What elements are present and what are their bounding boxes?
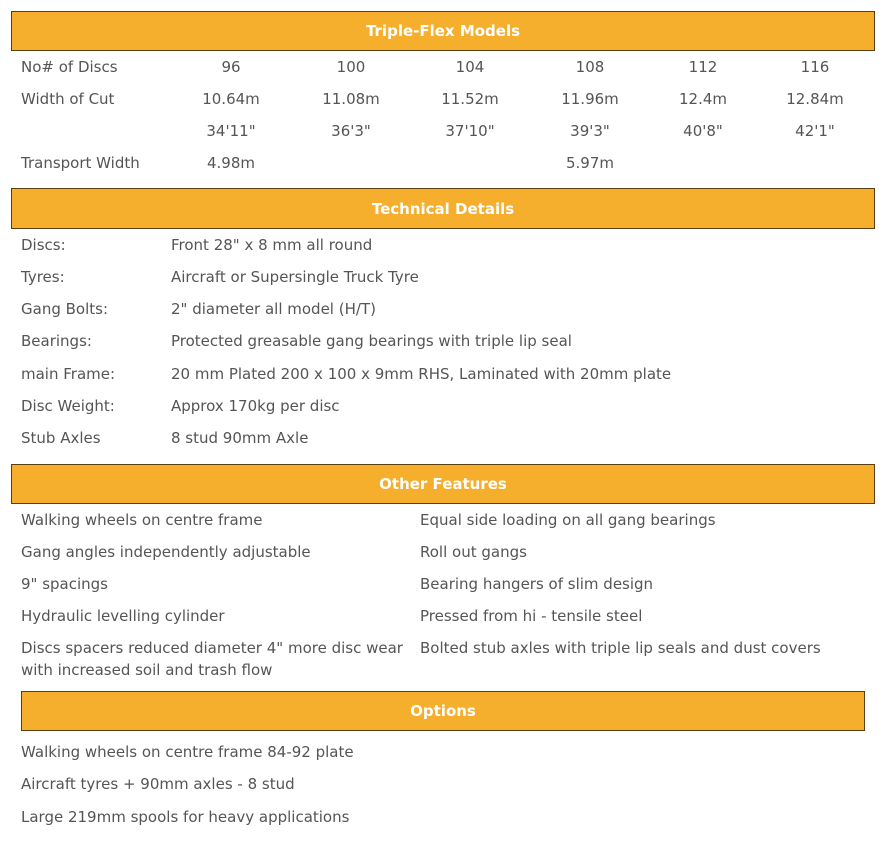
technical-value: 8 stud 90mm Axle [171, 429, 309, 447]
technical-value: Protected greasable gang bearings with triple lip seal [171, 332, 572, 350]
technical-label: Stub Axles [21, 429, 101, 447]
feature-item: 9" spacings [21, 575, 108, 593]
technical-label: Bearings: [21, 332, 92, 350]
feature-item: Gang angles independently adjustable [21, 543, 311, 561]
technical-label: Gang Bolts: [21, 300, 108, 318]
models-cell: 11.08m [322, 90, 380, 108]
transport-value-left: 4.98m [206, 154, 255, 172]
models-cell: 12.84m [786, 90, 844, 108]
feature-item: Pressed from hi - tensile steel [420, 607, 643, 625]
transport-label: Transport Width [21, 154, 140, 172]
technical-label: Disc Weight: [21, 397, 115, 415]
technical-label: main Frame: [21, 365, 116, 383]
technical-value: Aircraft or Supersingle Truck Tyre [171, 268, 419, 286]
option-item: Aircraft tyres + 90mm axles - 8 stud [21, 775, 295, 793]
feature-item: Hydraulic levelling cylinder [21, 607, 225, 625]
technical-label: Tyres: [21, 268, 65, 286]
models-row-label: No# of Discs [21, 58, 118, 76]
models-cell: 112 [688, 58, 718, 76]
feature-item: Roll out gangs [420, 543, 527, 561]
models-cell: 100 [336, 58, 366, 76]
feature-item: Bolted stub axles with triple lip seals and dust covers [420, 639, 821, 657]
models-cell: 104 [455, 58, 485, 76]
feature-item: Walking wheels on centre frame [21, 511, 263, 529]
technical-label: Discs: [21, 236, 66, 254]
technical-title: Technical Details [371, 199, 515, 218]
models-cell: 116 [800, 58, 830, 76]
models-cell: 34'11" [206, 122, 256, 140]
features-title: Other Features [379, 475, 507, 493]
option-item: Walking wheels on centre frame 84-92 plate [21, 743, 354, 761]
models-cell: 12.4m [678, 90, 727, 108]
models-header [11, 11, 875, 51]
options-title: Options [410, 702, 476, 720]
models-cell: 96 [221, 58, 241, 76]
transport-value-right: 5.97m [565, 154, 614, 172]
models-row-label: Width of Cut [21, 90, 115, 108]
models-cell: 37'10" [445, 122, 495, 140]
technical-value: Approx 170kg per disc [171, 397, 340, 415]
feature-item: Bearing hangers of slim design [420, 575, 654, 593]
technical-value: 20 mm Plated 200 x 100 x 9mm RHS, Laminated with 20mm plate [171, 365, 672, 383]
option-item: Large 219mm spools for heavy applications [21, 808, 350, 826]
models-cell: 39'3" [570, 122, 610, 140]
models-cell: 10.64m [202, 90, 260, 108]
technical-value: Front 28" x 8 mm all round [171, 236, 373, 254]
models-cell: 36'3" [331, 122, 371, 140]
models-cell: 11.52m [441, 90, 499, 108]
models-cell: 11.96m [561, 90, 619, 108]
options-header [21, 691, 865, 731]
technical-value: 2" diameter all model (H/T) [171, 300, 376, 318]
technical-header [11, 188, 875, 229]
models-cell: 40'8" [683, 122, 723, 140]
feature-item: Discs spacers reduced diameter 4" more disc wear [21, 639, 403, 657]
features-header [11, 464, 875, 504]
feature-item: Equal side loading on all gang bearings [420, 511, 716, 529]
feature-item: with increased soil and trash flow [21, 661, 273, 679]
models-cell: 108 [575, 58, 605, 76]
models-title: Triple-Flex Models [365, 22, 521, 40]
models-cell: 42'1" [795, 122, 835, 140]
